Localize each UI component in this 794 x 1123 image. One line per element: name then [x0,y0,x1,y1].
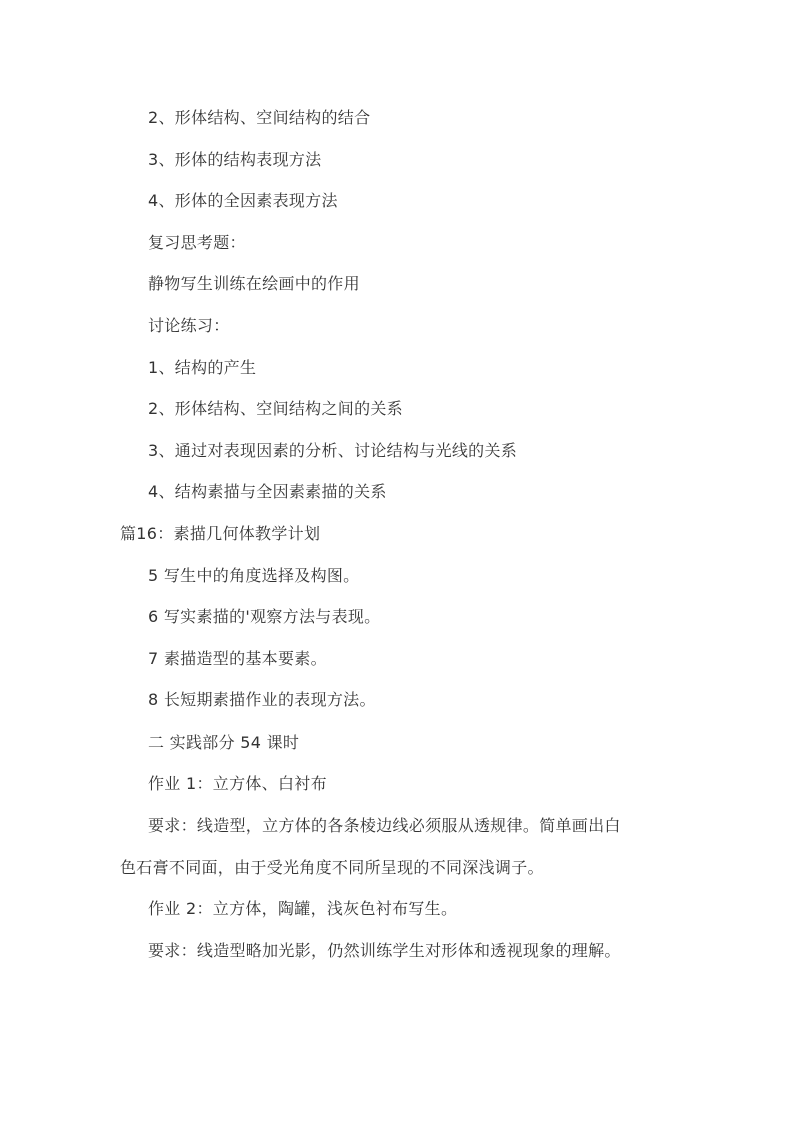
text-line: 要求：线造型略加光影，仍然训练学生对形体和透视现象的理解。 [148,941,621,960]
text-line: 3、通过对表现因素的分析、讨论结构与光线的关系 [148,441,518,460]
text-line: 3、形体的结构表现方法 [148,150,322,169]
section-heading: 讨论练习： [148,316,230,335]
text-line: 4、形体的全因素表现方法 [148,191,338,210]
section-heading: 复习思考题： [148,233,246,252]
text-line: 6 写实素描的'观察方法与表现。 [148,607,381,626]
text-line: 2、形体结构、空间结构之间的关系 [148,399,403,418]
section-heading: 二 实践部分 54 课时 [148,733,300,752]
text-line: 要求：线造型，立方体的各条棱边线必须服从透规律。简单画出白 [148,816,621,835]
text-line: 4、结构素描与全因素素描的关系 [148,482,387,501]
text-line: 作业 1：立方体、白衬布 [148,774,327,793]
text-line: 静物写生训练在绘画中的作用 [148,274,360,293]
chapter-title: 篇16：素描几何体教学计划 [120,524,321,543]
text-line: 7 素描造型的基本要素。 [148,649,327,668]
text-line: 5 写生中的角度选择及构图。 [148,566,360,585]
text-line: 1、结构的产生 [148,358,257,377]
text-line: 2、形体结构、空间结构的结合 [148,108,371,127]
text-line: 8 长短期素描作业的表现方法。 [148,690,376,709]
text-line: 作业 2：立方体，陶罐，浅灰色衬布写生。 [148,899,458,918]
text-line: 色石膏不同面，由于受光角度不同所呈现的不同深浅调子。 [120,858,544,877]
